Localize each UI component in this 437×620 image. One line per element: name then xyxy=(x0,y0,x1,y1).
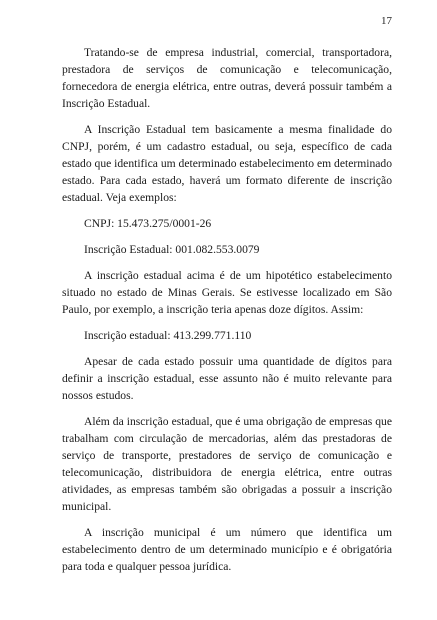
page-body xyxy=(62,44,392,584)
example-inscricao-mg: Inscrição Estadual: 001.082.553.0079 xyxy=(84,243,260,256)
paragraph-minas-gerais: A inscrição estadual acima é de um hipotético estabelecimento situado no estado de Minas Gerais. Se estivesse localizado em São Paulo, por exemplo, a inscrição teria apenas doze dígitos. Assim: xyxy=(62,269,392,316)
paragraph-inscricao-estadual: A Inscrição Estadual tem basicamente a mesma finalidade do CNPJ, porém, é um cadastro estadual, ou seja, específico de cada estado que identifica um determinado estabelecimento em determinado estado. Para cada estado, haverá um formato diferente de inscrição estadual. Veja exemplos: xyxy=(62,123,392,204)
paragraph-obligations: Além da inscrição estadual, que é uma obrigação de empresas que trabalham com circulação de mercadorias, além das prestadoras de serviço de transporte, prestadores de serviço de comunicação e telecomunicação, distribuidora de energia elétrica, entre outras atividades, as empresas também são obrigadas a possuir a inscrição municipal. xyxy=(62,415,392,513)
paragraph-digits: Apesar de cada estado possuir uma quantidade de dígitos para definir a inscrição estadual, esse assunto não é muito relevante para nossos estudos. xyxy=(62,355,392,402)
paragraph-inscricao-municipal: A inscrição municipal é um número que identifica um estabelecimento dentro de um determinado município e é obrigatória para toda e qualquer pessoa jurídica. xyxy=(62,526,392,573)
example-inscricao-sp: Inscrição estadual: 413.299.771.110 xyxy=(84,329,252,342)
paragraph-requirement: Tratando-se de empresa industrial, comercial, transportadora, prestadora de serviços de comunicação e telecomunicação, fornecedora de energia elétrica, entre outras, deverá possuir também a Inscrição Estadual. xyxy=(62,46,392,110)
example-cnpj: CNPJ: 15.473.275/0001-26 xyxy=(84,217,212,230)
page-number: 17 xyxy=(381,15,392,27)
